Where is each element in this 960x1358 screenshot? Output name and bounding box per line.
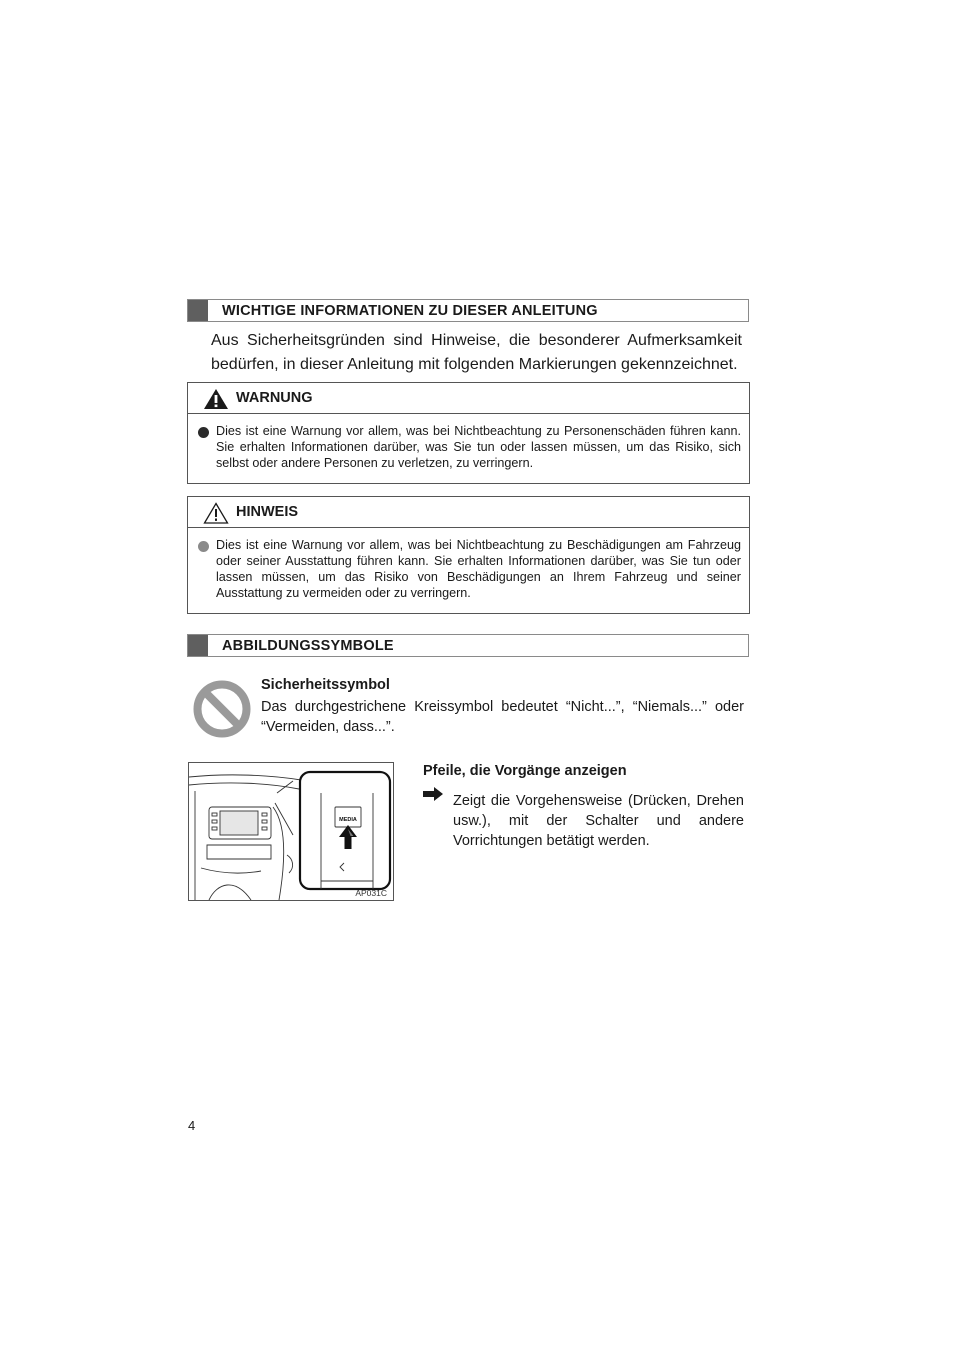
warning-box-title: WARNUNG [236,390,313,406]
notice-box-body [188,528,749,611]
media-button-label: MEDIA [339,817,357,823]
warning-triangle-outline-icon [203,502,229,524]
warning-box-header [188,383,749,414]
bullet-icon [198,427,209,438]
illustration-code: AP031C [355,888,387,898]
section-title: ABBILDUNGSSYMBOLE [222,638,394,654]
notice-box-header [188,497,749,528]
operation-arrow-icon [423,787,443,801]
safety-symbol-title: Sicherheitssymbol [261,677,390,693]
intro-paragraph: Aus Sicherheitsgründen sind Hinweise, die besonderer Aufmerksamkeit bedürfen, in dieser Anleitung mit folgenden Markierungen gekennzeichnet. [211,332,742,373]
safety-symbol-text: Das durchgestrichene Kreissymbol bedeutet “Nicht...”, “Niemals...” oder “Vermeiden, dass...”. [261,699,744,735]
notice-box-title: HINWEIS [236,504,299,520]
section-header-tab [188,300,208,321]
warning-box [187,382,750,484]
section-header-important-info [187,299,749,322]
warning-box-body [188,414,749,481]
prohibition-circle-icon [193,680,251,738]
arrows-title: Pfeile, die Vorgänge anzeigen [423,763,627,779]
bullet-icon [198,541,209,552]
section-header-illustration-symbols [187,634,749,657]
notice-box-text: Dies ist eine Warnung vor allem, was bei Nichtbeachtung zu Beschädigungen am Fahrzeug oder seiner Ausstattung führen kann. Sie erhalten Informationen darüber, was Sie tun oder lassen müssen, um das Risiko von Beschädigungen an Ihrem Fahrzeug und seiner Ausstattung zu vermeiden oder zu verringern. [216,538,741,600]
dashboard-illustration [188,762,394,901]
notice-box [187,496,750,614]
section-header-tab [188,635,208,656]
page-number: 4 [188,1118,196,1133]
dashboard-drawing [189,763,393,900]
warning-triangle-filled-icon [203,388,229,410]
section-title: WICHTIGE INFORMATIONEN ZU DIESER ANLEITUNG [222,303,598,319]
arrows-text: Zeigt die Vorgehensweise (Drücken, Drehen usw.), mit der Schalter und andere Vorrichtungen betätigt werden. [453,793,744,849]
warning-box-text: Dies ist eine Warnung vor allem, was bei Nichtbeachtung zu Personenschäden führen kann. Sie erhalten Informationen darüber, was Sie tun oder lassen müssen, um das Risiko, sich selbst oder andere Personen zu verletzen, zu verringern. [216,424,741,470]
